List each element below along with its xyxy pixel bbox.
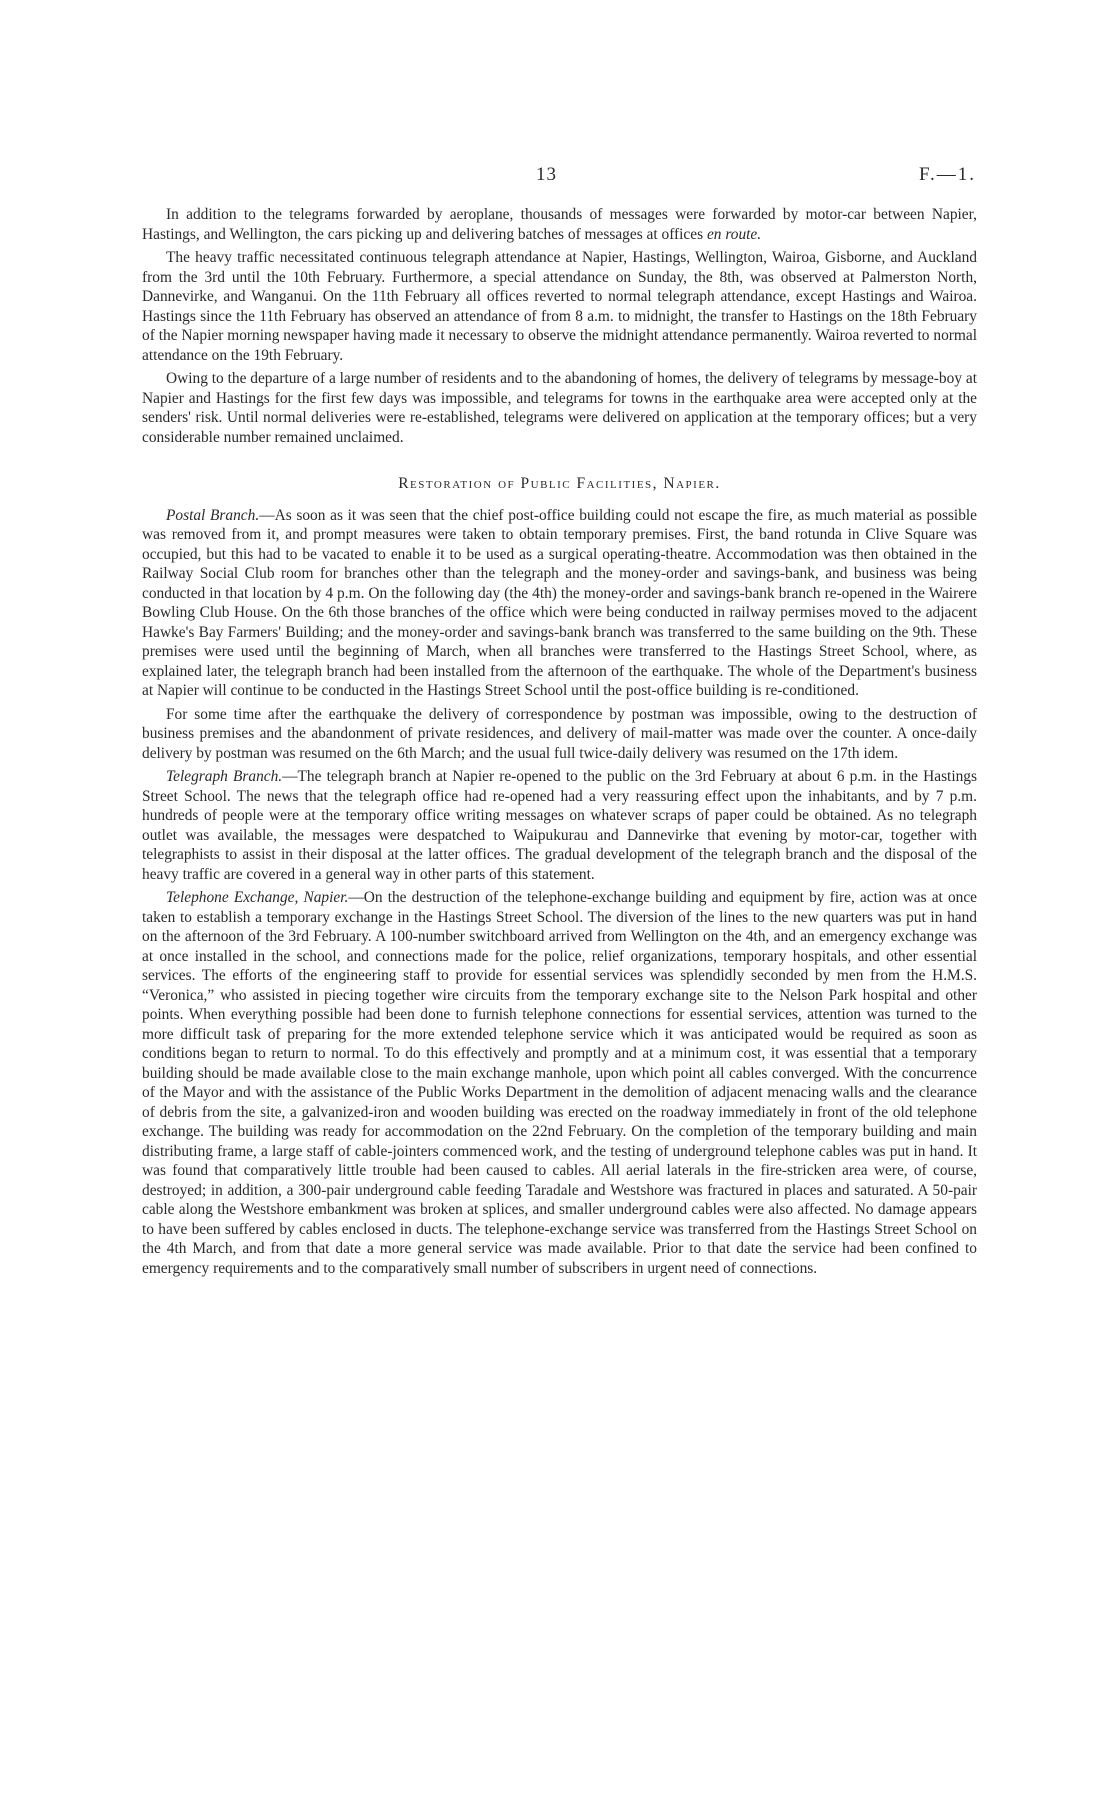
paragraph-telegram-delivery: Owing to the departure of a large number of residents and to the abandoning of homes, the delivery of telegrams by message-boy at Napier and Hastings for the first few days was impossible, and telegrams for towns in the earthquake area were accepted only at the senders' risk. Until normal deliveries were re-established, telegrams were delivered on application at the temporary offices; but a very considerable number remained unclaimed. [142, 370, 977, 446]
paragraph-correspondence-delivery: For some time after the earthquake the delivery of correspondence by postman was impossible, owing to the destruction of business premises and the abandonment of private residences, and delivery of mail-matter was made over the counter. A once-daily delivery by postman was resumed on the 6th March; and the usual full twice-daily delivery was resumed on the 17th idem. [142, 705, 977, 762]
telephone-exchange-lead: Telephone Exchange, Napier. [166, 889, 349, 906]
page-number: 13 [536, 164, 557, 185]
paragraph-text: In addition to the telegrams forwarded by aeroplane, thousands of messages were forwarded by motor-car between Napier, Hastings, and Wellington, the cars picking up and delivering batches of messages at offices [142, 206, 977, 243]
paragraph-postal-branch [142, 506, 977, 701]
paragraph-telephone-exchange [142, 888, 977, 1278]
paper-reference: F.—1. [918, 164, 976, 185]
body-text [142, 205, 977, 1282]
paragraph-text: —On the destruction of the telephone-exchange building and equipment by fire, action was at once taken to establish a temporary exchange in the Hastings Street School. The diversion of the lines to the new quarters was put in hand on the afternoon of the 3rd February. A 100-number switchboard arrived from Wellington on the 4th, and an emergency exchange was at once installed in the school, and connections made for the police, relief organizations, temporary hospitals, and other essential services. The efforts of the engineering staff to provide for essential services was splendidly seconded by men from the H.M.S. “Veronica,” who assisted in piecing together wire circuits from the temporary exchange site to the Nelson Park hospital and other points. When everything possible had been done to furnish telephone connections for essential services, attention was turned to the more difficult task of preparing for the more extended telephone service which it was anticipated would be required as soon as conditions began to return to normal. To do this effectively and promptly and at a minimum cost, it was essential that a temporary building should be made available close to the main exchange manhole, upon which point all cables converged. With the concurrence of the Mayor and with the assistance of the Public Works Department in the demolition of adjacent menacing walls and the clearance of debris from the site, a galvanized-iron and wooden building was erected on the roadway immediately in front of the old telephone exchange. The building was ready for accommodation on the 22nd February. On the completion of the temporary building and main distributing frame, a large staff of cable-jointers commenced work, and the testing of underground telephone cables was put in hand. It was found that comparatively little trouble had been caused to cables. All aerial laterals in the fire-stricken area were, of course, destroyed; in addition, a 300-pair underground cable feeding Taradale and Westshore was fractured in places and saturated. A 50-pair cable along the Westshore embankment was broken at splices, and smaller underground cables were also affected. No damage appears to have been suffered by cables enclosed in ducts. The telephone-exchange service was transferred from the Hastings Street School on the 4th March, and from that date a more general service was made available. Prior to that date the service had been confined to emergency requirements and to the comparatively small number of subscribers in urgent need of connections. [142, 889, 977, 1277]
paragraph-telegrams-forwarded [142, 205, 977, 244]
page-header [0, 164, 1114, 188]
postal-branch-lead: Postal Branch. [166, 506, 260, 524]
paragraph-text: —The telegraph branch at Napier re-opened to the public on the 3rd February at about 6 p.m. in the Hastings Street School. The news that the telegraph office had re-opened had a very reassuring effect upon the inhabitants, and by 7 p.m. hundreds of people were at the temporary office writing messages on whatever scraps of paper could be obtained. As no telegraph outlet was available, the messages were despatched to Waipukurau and Dannevirke that evening by motor-car, together with telegraphists to assist in their disposal at the latter offices. The gradual development of the telegraph branch and the disposal of the heavy traffic are covered in a general way in other parts of this statement. [142, 768, 977, 883]
section-heading: Restoration of Public Facilities, Napier. [398, 475, 721, 492]
paragraph-text: —As soon as it was seen that the chief post-office building could not escape the fire, as much material as possible was removed from it, and prompt measures were taken to obtain temporary premises. First, the band rotunda in Clive Square was occupied, but this had to be vacated to enable it to be used as a surgical operating-theatre. Accommodation was then obtained in the Railway Social Club room for branches other than the telegraph and the money-order and savings-bank, and business was being conducted in that location by 4 p.m. On the following day (the 4th) the money-order and savings-bank branch re-opened in the Wairere Bowling Club House. On the 6th those branches of the office which were being conducted in railway permises moved to the adjacent Hawke's Bay Farmers' Building; and the money-order and savings-bank branch was transferred to the same building on the 9th. These premises were used until the beginning of March, when all branches were transferred to the Hastings Street School, where, as explained later, the telegraph branch had been installed from the afternoon of the earthquake. The whole of the Department's business at Napier will continue to be conducted in the Hastings Street School until the post-office building is re-conditioned. [142, 506, 977, 699]
paragraph-telegraph-attendance: The heavy traffic necessitated continuous telegraph attendance at Napier, Hastings, Wellington, Wairoa, Gisborne, and Auckland from the 3rd until the 10th February. Furthermore, a special attendance on Sunday, the 8th, was observed at Palmerston North, Dannevirke, and Wanganui. On the 11th February all offices reverted to normal telegraph attendance, except Hastings and Wairoa. Hastings since the 11th February has observed an attendance of from 8 a.m. to midnight, the transfer to Hastings on the 18th February of the Napier morning newspaper having made it necessary to observe the midnight attendance permanently. Wairoa reverted to normal attendance on the 19th February. [142, 249, 977, 364]
telegraph-branch-lead: Telegraph Branch. [166, 768, 283, 785]
paragraph-telegraph-branch [142, 767, 977, 884]
italic-phrase: en route. [706, 225, 762, 243]
